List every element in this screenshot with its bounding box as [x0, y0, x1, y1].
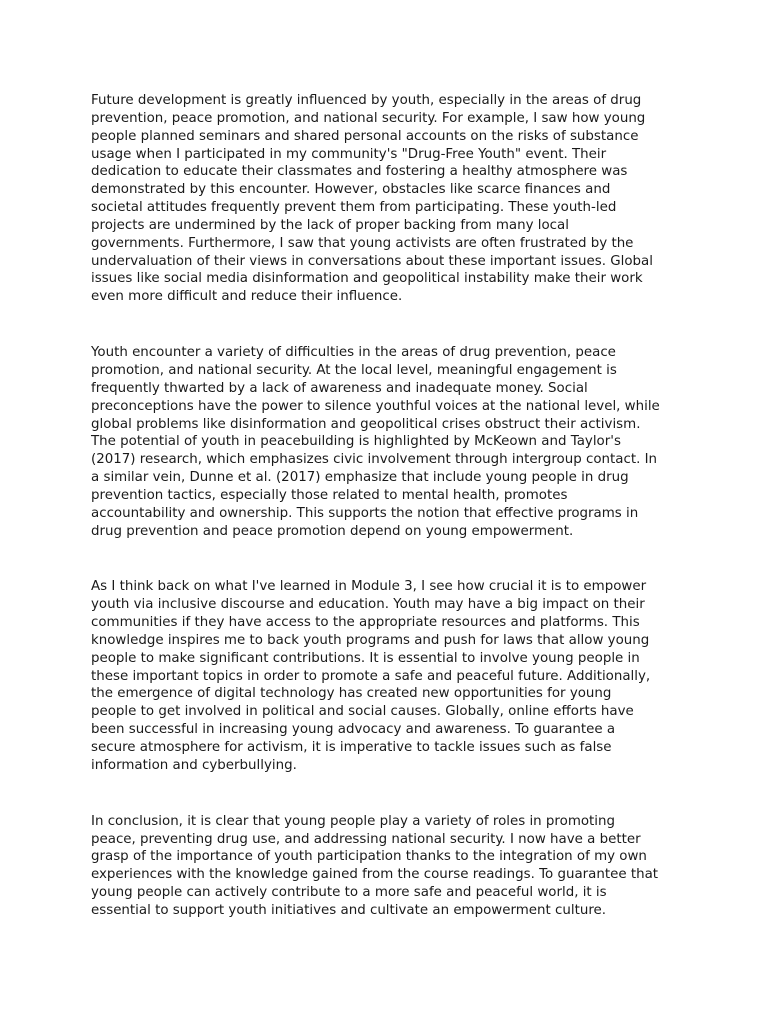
paragraph-line: projects are undermined by the lack of proper backing from many local: [91, 217, 569, 233]
document-body: [91, 92, 687, 920]
paragraph-line: been successful in increasing young advocacy and awareness. To guarantee a: [91, 722, 616, 738]
paragraph-line: As I think back on what I've learned in Module 3, I see how crucial it is to empower: [91, 579, 647, 595]
paragraph-line: the emergence of digital technology has created new opportunities for young: [91, 686, 612, 702]
paragraph-line: societal attitudes frequently prevent them from participating. These youth-led: [91, 200, 617, 216]
paragraph-line: dedication to educate their classmates and fostering a healthy atmosphere was: [91, 164, 628, 180]
paragraph-line: issues like social media disinformation and geopolitical instability make their work: [91, 271, 643, 287]
paragraph-line: secure atmosphere for activism, it is imperative to tackle issues such as false: [91, 740, 612, 755]
paragraph-line: communities if they have access to the appropriate resources and platforms. This: [91, 615, 640, 631]
paragraph-line: Youth encounter a variety of difficulties in the areas of drug prevention, peace: [91, 345, 616, 361]
paragraph-4: [91, 813, 687, 920]
paragraph-line: undervaluation of their views in conversations about these important issues. Global: [91, 253, 653, 269]
paragraph-line: Future development is greatly influenced by youth, especially in the areas of drug: [91, 93, 642, 108]
paragraph-line: promotion, and national security. At the local level, meaningful engagement is: [91, 362, 617, 378]
paragraph-line: global problems like disinformation and geopolitical crises obstruct their activism.: [91, 416, 641, 432]
paragraph-line: preconceptions have the power to silence youthful voices at the national level, while: [91, 398, 660, 414]
paragraph-2: [91, 344, 687, 540]
paragraph-line: usage when I participated in my community's "Drug-Free Youth" event. Their: [91, 146, 607, 162]
paragraph-line: experiences with the knowledge gained from the course readings. To guarantee that: [91, 867, 659, 883]
paragraph-line: young people can actively contribute to a more safe and peaceful world, it is: [91, 885, 607, 901]
paragraph-3: [91, 578, 687, 774]
paragraph-line: frequently thwarted by a lack of awareness and inadequate money. Social: [91, 380, 588, 396]
paragraph-line: The potential of youth in peacebuilding is highlighted by McKeown and Taylor's: [91, 434, 621, 450]
paragraph-line: people to make significant contributions. It is essential to involve young people in: [91, 650, 640, 666]
paragraph-line: In conclusion, it is clear that young people play a variety of roles in promoting: [91, 813, 616, 829]
paragraph-line: people planned seminars and shared personal accounts on the risks of substance: [91, 128, 639, 144]
paragraph-line: (2017) research, which emphasizes civic involvement through intergroup contact. In: [91, 452, 658, 468]
paragraph-line: prevention tactics, especially those related to mental health, promotes: [91, 487, 568, 503]
paragraph-line: even more difficult and reduce their influence.: [91, 289, 403, 305]
paragraph-line: a similar vein, Dunne et al. (2017) emphasize that include young people in drug: [91, 470, 629, 486]
paragraph-line: drug prevention and peace promotion depend on young empowerment.: [91, 523, 574, 539]
paragraph-line: essential to support youth initiatives and cultivate an empowerment culture.: [91, 902, 607, 918]
paragraph-line: youth via inclusive discourse and education. Youth may have a big impact on their: [91, 597, 645, 613]
paragraph-line: people to get involved in political and social causes. Globally, online efforts have: [91, 704, 634, 720]
paragraph-line: governments. Furthermore, I saw that young activists are often frustrated by the: [91, 235, 634, 251]
paragraph-line: these important topics in order to promote a safe and peaceful future. Additionally,: [91, 668, 651, 684]
paragraph-line: peace, preventing drug use, and addressing national security. I now have a better: [91, 831, 641, 847]
paragraph-line: prevention, peace promotion, and national security. For example, I saw how young: [91, 110, 646, 126]
paragraph-line: accountability and ownership. This supports the notion that effective programs in: [91, 505, 639, 521]
paragraph-line: information and cyberbullying.: [91, 757, 297, 773]
paragraph-1: [91, 92, 687, 306]
paragraph-line: grasp of the importance of youth participation thanks to the integration of my own: [91, 849, 647, 865]
paragraph-line: demonstrated by this encounter. However, obstacles like scarce finances and: [91, 182, 611, 198]
paragraph-line: knowledge inspires me to back youth programs and push for laws that allow young: [91, 632, 650, 648]
